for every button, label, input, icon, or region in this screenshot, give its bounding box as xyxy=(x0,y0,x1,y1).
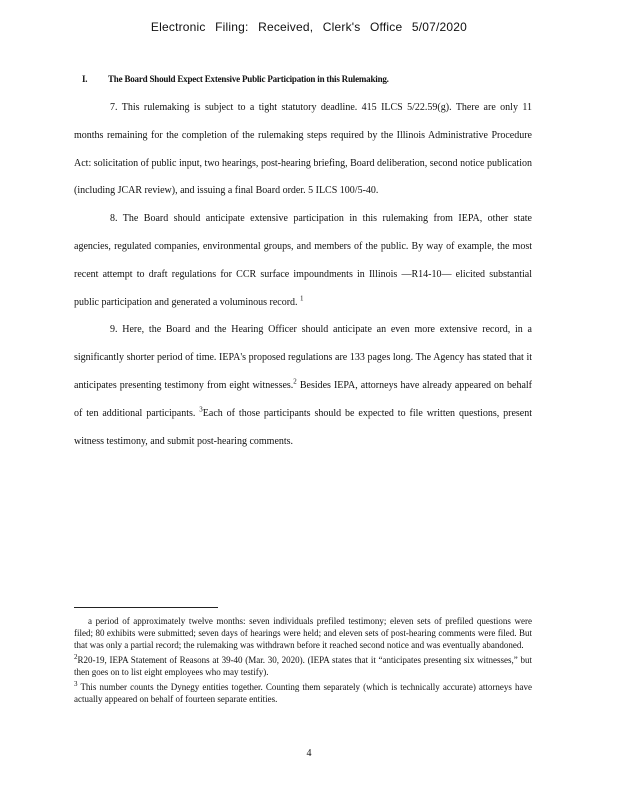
filing-stamp: Electronic Filing: Received, Clerk's Office 5/07/2020 xyxy=(150,20,468,34)
footnote-ref-1: 1 xyxy=(300,294,304,303)
paragraph-8-text: 8. The Board should anticipate extensive participation in this rulemaking from IEPA, other state agencies, regulated companies, environmental groups, and members of the public. By way of example, the most recent attempt to draft regulations for CCR surface impoundments in Illinois —R14-10— elicited substantial public participation and generated a voluminous record. xyxy=(74,213,532,308)
section-number: I. xyxy=(82,74,88,84)
paragraph-9-text-b: Besides IEPA, attorneys have already appeared on behalf of ten additional participants. xyxy=(74,379,533,419)
paragraph-9-text-c: Each of those participants should be expected to file written questions, present witness testimony, and submit post-hearing comments. xyxy=(74,407,532,447)
paragraph-9-text-a: 9. Here, the Board and the Hearing Officer should anticipate an even more extensive record, in a significantly shorter period of time. IEPA's proposed regulations are 133 pages long. The Agency has stated that it anticipates presenting testimony from eight witnesses. xyxy=(74,324,532,391)
footnotes xyxy=(74,615,532,708)
paragraph-8 xyxy=(74,205,532,316)
footnote-3-mark: 3 xyxy=(74,680,78,688)
footnote-3 xyxy=(74,681,532,705)
page-number: 4 xyxy=(306,748,312,759)
paragraph-7: 7. This rulemaking is subject to a tight statutory deadline. 415 ILCS 5/22.59(g). There are only 11 months remaining for the completion of the rulemaking steps required by the Illinois Administrative Procedure Act: solicitation of public input, two hearings, post-hearing briefing, Board deliberation, second notice publication (including JCAR review), and issuing a final Board order. 5 ILCS 100/5-40. xyxy=(74,102,532,197)
section-title: The Board Should Expect Extensive Public Participation in this Rulemaking. xyxy=(108,74,389,84)
footnote-1-continuation: a period of approximately twelve months: seven individuals prefiled testimony; eleven sets of prefiled questions were filed; 80 exhibits were submitted; seven days of hearings were held; and eleven sets of post-hearing comments were filed. But that was only a partial record; the rulemaking was withdrawn before it reached second notice and was eventually abandoned. xyxy=(74,616,532,650)
footnote-2-text: R20-19, IEPA Statement of Reasons at 39-40 (Mar. 30, 2020). (IEPA states that it “anticipates presenting six witnesses,” but then goes on to list eight employees who may testify). xyxy=(74,655,532,677)
footnote-2 xyxy=(74,654,532,678)
document-body xyxy=(74,94,532,455)
footnote-divider xyxy=(74,607,218,608)
footnote-ref-2: 2 xyxy=(293,377,297,386)
paragraph-9 xyxy=(74,316,532,455)
section-heading xyxy=(82,74,522,84)
footnote-2-mark: 2 xyxy=(74,653,78,661)
footnote-ref-3: 3 xyxy=(199,405,203,414)
footnote-3-text: This number counts the Dynegy entities together. Counting them separately (which is technically accurate) attorneys have actually appeared on behalf of fourteen separate entities. xyxy=(74,682,532,704)
